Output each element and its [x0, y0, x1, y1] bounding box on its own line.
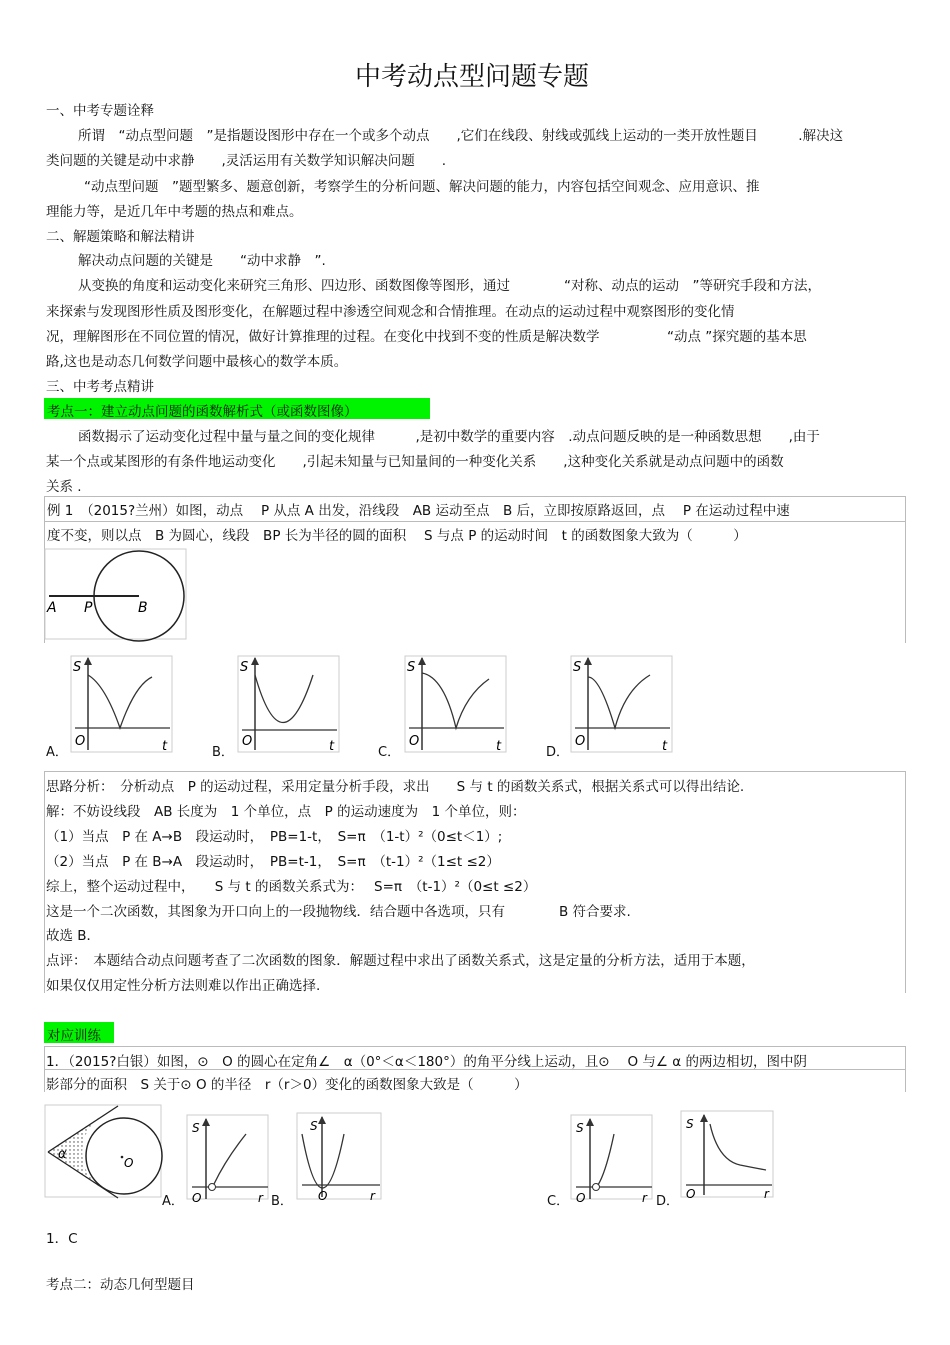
- svg-text:S: S: [576, 1121, 584, 1135]
- section2-heading: 二、解题策略和解法精讲: [46, 229, 195, 245]
- svg-text:t: t: [162, 739, 168, 754]
- analysis-line6: 这是一个二次函数，其图象为开口向上的一段抛物线．结合题中各选项，只有 B 符合要求.: [46, 904, 631, 920]
- key-point-1-title: 考点一：建立动点问题的函数解析式（或函数图像）: [47, 404, 358, 420]
- training-heading: 对应训练: [47, 1028, 101, 1044]
- train-option-a-graph: [186, 1114, 271, 1206]
- k1-paragraph-line1: 函数揭示了运动变化过程中量与量之间的变化规律 ,是初中数学的重要内容 .动点问题反映的是一种函数思想 ,由于: [78, 429, 820, 445]
- alpha-label: α: [58, 1147, 67, 1162]
- analysis-line4: （2）当点 P 在 B→A 段运动时， PB=t-1， S=π （t-1）²（1≤t ≤2）: [46, 854, 500, 870]
- option-b-graph: [237, 655, 342, 755]
- svg-text:O: O: [575, 734, 586, 749]
- training-answer: 1．C: [46, 1231, 78, 1247]
- svg-text:t: t: [496, 739, 502, 754]
- option-d-graph: [570, 655, 675, 755]
- svg-text:O: O: [686, 1187, 696, 1201]
- k1-paragraph-line3: 关系 .: [46, 479, 82, 495]
- option-a-label: A．: [46, 745, 68, 760]
- option-d-label: D．: [546, 745, 570, 760]
- svg-text:S: S: [407, 660, 416, 675]
- svg-text:S: S: [192, 1121, 200, 1135]
- s2-paragraph2-line1: 从变换的角度和运动变化来研究三角形、四边形、函数图像等图形，通过 “对称、动点的运动 ”等研究手段和方法，: [78, 278, 821, 294]
- analysis-line3: （1）当点 P 在 A→B 段运动时， PB=1-t， S=π （1-t）²（0≤t＜1）;: [46, 829, 503, 845]
- s1-paragraph1-line1: 所谓 “动点型问题 ”是指题设图形中存在一个或多个动点 ,它们在线段、射线或弧线上运动的一类开放性题目 .解决这: [78, 128, 844, 144]
- training-q1-line2: 影部分的面积 S 关于⊙ O 的半径 r（r＞0）变化的函数图象大致是（ ）: [46, 1077, 528, 1093]
- option-b-label: B．: [212, 745, 234, 760]
- option-a-graph: [70, 655, 175, 755]
- svg-text:t: t: [329, 739, 335, 754]
- section1-heading: 一、中考专题诠释: [46, 103, 154, 119]
- svg-text:O: O: [75, 734, 86, 749]
- example1-line1: 例 1 （2015?兰州）如图，动点 P 从点 A 出发，沿线段 AB 运动至点 B 后，立即按原路返回，点 P 在运动过程中速: [47, 503, 790, 519]
- analysis-line2: 解：不妨设线段 AB 长度为 1 个单位，点 P 的运动速度为 1 个单位，则：: [46, 804, 526, 820]
- training-q1-line1: 1．（2015?白银）如图，⊙ O 的圆心在定角∠ α（0°＜α＜180°）的角平分线上运动，且⊙ O 与∠ α 的两边相切，图中阴: [46, 1054, 807, 1070]
- analysis-line8: 点评： 本题结合动点问题考查了二次函数的图象．解题过程中求出了函数关系式，这是定量的分析方法，适用于本题，: [46, 953, 755, 969]
- train-option-d-graph: [680, 1110, 776, 1202]
- key-point-2-title: 考点二：动态几何型题目: [46, 1277, 195, 1293]
- s2-paragraph2-line2: 来探索与发现图形性质及图形变化，在解题过程中渗透空间观念和合情推理。在动点的运动过程中观察图形的变化情: [46, 304, 735, 320]
- svg-text:S: S: [240, 660, 249, 675]
- analysis-line5: 综上，整个运动过程中， S 与 t 的函数关系式为： S=π （t-1）²（0≤t ≤2）: [46, 879, 537, 895]
- option-c-graph: [404, 655, 509, 755]
- example1-figure: [44, 548, 189, 642]
- svg-text:r: r: [258, 1191, 263, 1205]
- svg-text:t: t: [662, 739, 668, 754]
- analysis-line1: 思路分析： 分析动点 P 的运动过程，采用定量分析手段，求出 S 与 t 的函数关系式，根据关系式可以得出结论.: [46, 779, 745, 795]
- point-b-label: B: [138, 600, 148, 616]
- svg-text:O: O: [192, 1191, 202, 1205]
- svg-text:O: O: [318, 1189, 328, 1203]
- k1-paragraph-line2: 某一个点或某图形的有条件地运动变化 ,引起未知量与已知量间的一种变化关系 ,这种变化关系就是动点问题中的函数: [46, 454, 784, 470]
- s1-paragraph2-line1: “动点型问题 ”题型繁多、题意创新，考察学生的分析问题、解决问题的能力，内容包括空间观念、应用意识、推: [84, 179, 760, 195]
- page-title: 中考动点型问题专题: [355, 62, 590, 92]
- train-option-b-label: B．: [271, 1194, 293, 1209]
- train-option-a-label: A．: [162, 1194, 184, 1209]
- svg-text:S: S: [686, 1117, 694, 1131]
- s2-paragraph1: 解决动点问题的关键是 “动中求静 ”.: [78, 253, 326, 269]
- s2-paragraph2-line4: 路,这也是动态几何数学问题中最核心的数学本质。: [46, 354, 348, 370]
- point-p-label: P: [84, 600, 93, 616]
- analysis-line9: 如果仅仅用定性分析方法则难以作出正确选择.: [46, 978, 321, 994]
- option-c-label: C．: [378, 745, 401, 760]
- train-option-d-label: D．: [656, 1194, 680, 1209]
- section3-heading: 三、中考考点精讲: [46, 379, 154, 395]
- svg-text:r: r: [764, 1187, 769, 1201]
- svg-text:S: S: [573, 660, 582, 675]
- train-option-b-graph: [296, 1112, 384, 1204]
- svg-text:O: O: [576, 1191, 586, 1205]
- svg-text:O: O: [409, 734, 420, 749]
- train-option-c-graph: [570, 1114, 655, 1206]
- svg-text:S: S: [73, 660, 82, 675]
- s2-paragraph2-line3: 况，理解图形在不同位置的情况，做好计算推理的过程。在变化中找到不变的性质是解决数学 “动点 ”探究题的基本思: [46, 329, 807, 345]
- example1-line2: 度不变，则以点 B 为圆心，线段 BP 长为半径的圆的面积 S 与点 P 的运动时间 t 的函数图象大致为（ ）: [47, 528, 747, 544]
- svg-text:r: r: [370, 1189, 375, 1203]
- svg-text:S: S: [310, 1119, 318, 1133]
- training-figure: [44, 1104, 164, 1200]
- center-o-label: O: [124, 1156, 134, 1170]
- svg-text:r: r: [642, 1191, 647, 1205]
- s1-paragraph1-line2: 类问题的关键是动中求静 ,灵活运用有关数学知识解决问题 .: [46, 153, 447, 169]
- train-option-c-label: C．: [547, 1194, 570, 1209]
- analysis-line7: 故选 B．: [46, 928, 101, 944]
- s1-paragraph2-line2: 理能力等，是近几年中考题的热点和难点。: [46, 204, 303, 220]
- svg-text:O: O: [242, 734, 253, 749]
- point-a-label: A: [47, 600, 57, 616]
